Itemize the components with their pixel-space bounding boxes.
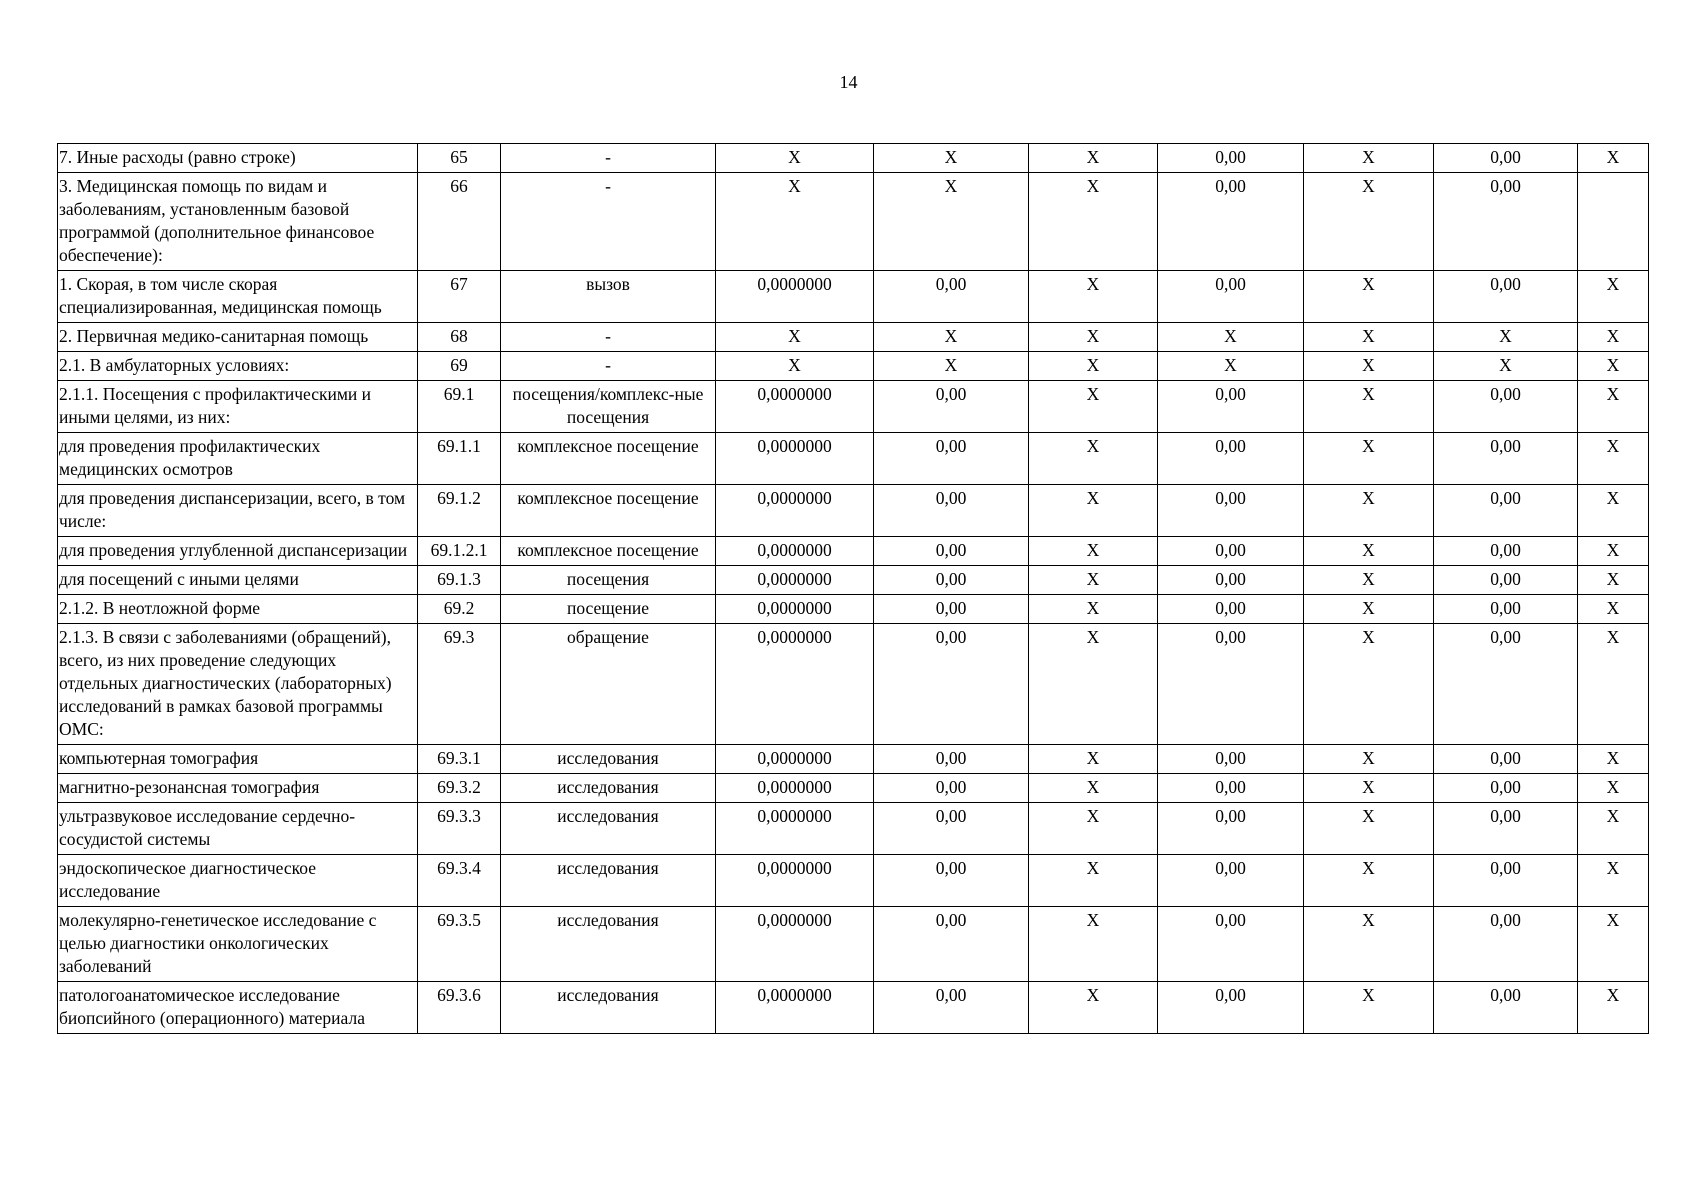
row-code: 69.3 xyxy=(418,624,501,745)
row-value: X xyxy=(1304,803,1434,855)
row-code: 69.1 xyxy=(418,381,501,433)
row-value: 0,0000000 xyxy=(716,624,874,745)
row-unit: исследования xyxy=(501,803,716,855)
row-value: 0,00 xyxy=(874,381,1029,433)
page-number: 14 xyxy=(839,72,858,92)
row-unit: - xyxy=(501,144,716,173)
row-value: X xyxy=(1304,352,1434,381)
row-value: X xyxy=(1304,855,1434,907)
row-value: X xyxy=(1158,352,1304,381)
row-value: 0,00 xyxy=(1434,803,1578,855)
row-value: 0,0000000 xyxy=(716,271,874,323)
row-value: 0,00 xyxy=(1158,271,1304,323)
row-value: X xyxy=(1578,485,1649,537)
row-value: 0,00 xyxy=(1158,595,1304,624)
row-value: 0,0000000 xyxy=(716,855,874,907)
row-unit: комплексное посещение xyxy=(501,485,716,537)
row-value: 0,00 xyxy=(1434,624,1578,745)
row-value: 0,00 xyxy=(1158,381,1304,433)
table-row xyxy=(58,803,1649,855)
row-value: 0,00 xyxy=(1158,566,1304,595)
row-value: 0,00 xyxy=(874,485,1029,537)
row-value: X xyxy=(1029,907,1158,982)
row-value: X xyxy=(1029,323,1158,352)
row-value: 0,00 xyxy=(1434,485,1578,537)
row-value: 0,00 xyxy=(874,537,1029,566)
row-name: 2.1.2. В неотложной форме xyxy=(58,595,418,624)
row-unit: исследования xyxy=(501,745,716,774)
row-value: 0,00 xyxy=(1434,566,1578,595)
row-name: магнитно-резонансная томография xyxy=(58,774,418,803)
row-value: 0,00 xyxy=(1434,144,1578,173)
row-value: 0,0000000 xyxy=(716,907,874,982)
row-value: X xyxy=(1304,323,1434,352)
table-row xyxy=(58,173,1649,271)
row-value: X xyxy=(874,144,1029,173)
row-value: X xyxy=(1029,774,1158,803)
row-value: 0,00 xyxy=(1434,907,1578,982)
row-unit: посещения/комплекс-ные посещения xyxy=(501,381,716,433)
row-value: X xyxy=(1029,537,1158,566)
row-name: патологоанатомическое исследование биопсийного (операционного) материала xyxy=(58,982,418,1034)
row-value: 0,00 xyxy=(1434,595,1578,624)
row-value: X xyxy=(874,323,1029,352)
row-code: 69.3.3 xyxy=(418,803,501,855)
row-code: 69.3.4 xyxy=(418,855,501,907)
table-row xyxy=(58,855,1649,907)
row-value: X xyxy=(1158,323,1304,352)
row-value: 0,00 xyxy=(1158,485,1304,537)
row-code: 69.1.2.1 xyxy=(418,537,501,566)
row-value: 0,00 xyxy=(1434,855,1578,907)
row-value: X xyxy=(1578,907,1649,982)
row-value: 0,00 xyxy=(1158,803,1304,855)
row-name: 3. Медицинская помощь по видам и заболеваниям, установленным базовой программой (дополнительное финансовое обеспечение): xyxy=(58,173,418,271)
table-row xyxy=(58,537,1649,566)
row-value: X xyxy=(1304,537,1434,566)
row-value xyxy=(1578,173,1649,271)
row-code: 69 xyxy=(418,352,501,381)
row-unit: обращение xyxy=(501,624,716,745)
row-code: 69.3.6 xyxy=(418,982,501,1034)
row-value: X xyxy=(1029,595,1158,624)
table-row xyxy=(58,907,1649,982)
row-name: 2.1. В амбулаторных условиях: xyxy=(58,352,418,381)
row-value: 0,0000000 xyxy=(716,745,874,774)
row-value: X xyxy=(1029,381,1158,433)
row-value: X xyxy=(1578,537,1649,566)
row-code: 69.2 xyxy=(418,595,501,624)
table-row xyxy=(58,323,1649,352)
row-name: для посещений с иными целями xyxy=(58,566,418,595)
row-value: X xyxy=(1578,323,1649,352)
table-row xyxy=(58,774,1649,803)
row-code: 69.1.1 xyxy=(418,433,501,485)
row-value: X xyxy=(716,173,874,271)
row-value: X xyxy=(1029,433,1158,485)
row-unit: исследования xyxy=(501,774,716,803)
row-value: X xyxy=(1029,144,1158,173)
row-value: X xyxy=(1304,271,1434,323)
row-value: 0,00 xyxy=(1158,433,1304,485)
row-value: 0,0000000 xyxy=(716,537,874,566)
row-value: X xyxy=(716,352,874,381)
row-value: X xyxy=(1578,271,1649,323)
row-value: 0,00 xyxy=(1158,144,1304,173)
row-value: 0,00 xyxy=(874,907,1029,982)
row-value: X xyxy=(874,173,1029,271)
row-value: X xyxy=(1578,745,1649,774)
row-value: 0,00 xyxy=(874,774,1029,803)
row-unit: посещение xyxy=(501,595,716,624)
row-value: X xyxy=(1029,271,1158,323)
row-name: компьютерная томография xyxy=(58,745,418,774)
row-value: 0,00 xyxy=(1158,745,1304,774)
row-value: X xyxy=(1578,624,1649,745)
table-row xyxy=(58,485,1649,537)
row-value: X xyxy=(1029,485,1158,537)
row-value: X xyxy=(1304,381,1434,433)
row-value: X xyxy=(1029,173,1158,271)
row-name: молекулярно-генетическое исследование с целью диагностики онкологических заболеваний xyxy=(58,907,418,982)
row-code: 65 xyxy=(418,144,501,173)
row-value: 0,0000000 xyxy=(716,381,874,433)
row-code: 69.1.3 xyxy=(418,566,501,595)
row-value: X xyxy=(1304,485,1434,537)
row-code: 69.3.1 xyxy=(418,745,501,774)
row-unit: вызов xyxy=(501,271,716,323)
row-value: X xyxy=(1304,982,1434,1034)
row-value: X xyxy=(1029,566,1158,595)
row-value: X xyxy=(1578,855,1649,907)
row-name: 1. Скорая, в том числе скорая специализированная, медицинская помощь xyxy=(58,271,418,323)
table-row xyxy=(58,595,1649,624)
table-row xyxy=(58,381,1649,433)
row-unit: комплексное посещение xyxy=(501,537,716,566)
table-row xyxy=(58,745,1649,774)
row-value: 0,00 xyxy=(874,595,1029,624)
table-row xyxy=(58,982,1649,1034)
row-value: X xyxy=(1304,595,1434,624)
row-value: 0,00 xyxy=(1434,774,1578,803)
row-value: 0,0000000 xyxy=(716,803,874,855)
row-value: X xyxy=(716,144,874,173)
row-value: X xyxy=(1029,745,1158,774)
row-name: 2. Первичная медико-санитарная помощь xyxy=(58,323,418,352)
row-value: X xyxy=(1434,352,1578,381)
row-unit: - xyxy=(501,323,716,352)
row-value: X xyxy=(1304,566,1434,595)
row-name: 2.1.1. Посещения с профилактическими и иными целями, из них: xyxy=(58,381,418,433)
table-row xyxy=(58,144,1649,173)
row-unit: исследования xyxy=(501,982,716,1034)
row-value: 0,00 xyxy=(874,745,1029,774)
row-value: 0,00 xyxy=(1434,982,1578,1034)
row-value: X xyxy=(1578,566,1649,595)
row-code: 68 xyxy=(418,323,501,352)
row-code: 66 xyxy=(418,173,501,271)
row-value: X xyxy=(1029,352,1158,381)
row-value: X xyxy=(1434,323,1578,352)
row-value: X xyxy=(1304,624,1434,745)
row-value: 0,00 xyxy=(1434,537,1578,566)
row-code: 69.1.2 xyxy=(418,485,501,537)
table-row xyxy=(58,271,1649,323)
row-value: 0,00 xyxy=(1158,624,1304,745)
row-name: для проведения профилактических медицинских осмотров xyxy=(58,433,418,485)
row-value: X xyxy=(1578,595,1649,624)
row-value: X xyxy=(1578,433,1649,485)
row-unit: - xyxy=(501,173,716,271)
row-value: 0,0000000 xyxy=(716,433,874,485)
row-value: X xyxy=(1578,144,1649,173)
row-value: X xyxy=(874,352,1029,381)
row-value: 0,00 xyxy=(874,271,1029,323)
row-value: X xyxy=(1578,352,1649,381)
row-code: 69.3.5 xyxy=(418,907,501,982)
row-value: 0,00 xyxy=(874,982,1029,1034)
row-value: X xyxy=(1304,774,1434,803)
row-value: 0,00 xyxy=(1158,537,1304,566)
row-value: 0,00 xyxy=(874,624,1029,745)
row-value: X xyxy=(1304,433,1434,485)
row-value: 0,00 xyxy=(1158,774,1304,803)
row-value: 0,0000000 xyxy=(716,485,874,537)
row-value: 0,00 xyxy=(1434,173,1578,271)
row-unit: комплексное посещение xyxy=(501,433,716,485)
row-value: 0,00 xyxy=(1434,271,1578,323)
row-value: 0,00 xyxy=(874,566,1029,595)
row-value: 0,0000000 xyxy=(716,566,874,595)
row-value: X xyxy=(1029,982,1158,1034)
row-value: X xyxy=(1304,144,1434,173)
row-value: 0,00 xyxy=(1158,173,1304,271)
row-value: 0,0000000 xyxy=(716,982,874,1034)
table-row xyxy=(58,352,1649,381)
row-value: 0,00 xyxy=(1434,433,1578,485)
row-value: 0,00 xyxy=(874,803,1029,855)
financing-table xyxy=(57,143,1649,1034)
table-row xyxy=(58,566,1649,595)
row-name: ультразвуковое исследование сердечно-сосудистой системы xyxy=(58,803,418,855)
row-code: 69.3.2 xyxy=(418,774,501,803)
row-name: для проведения диспансеризации, всего, в том числе: xyxy=(58,485,418,537)
row-value: X xyxy=(716,323,874,352)
row-value: 0,0000000 xyxy=(716,595,874,624)
row-value: 0,00 xyxy=(1434,381,1578,433)
row-value: X xyxy=(1304,173,1434,271)
row-value: X xyxy=(1304,745,1434,774)
row-name: 2.1.3. В связи с заболеваниями (обращений), всего, из них проведение следующих отдельных диагностических (лабораторных) исследований в рамках базовой программы ОМС: xyxy=(58,624,418,745)
table-row xyxy=(58,433,1649,485)
row-value: 0,00 xyxy=(874,855,1029,907)
row-name: для проведения углубленной диспансеризации xyxy=(58,537,418,566)
row-value: 0,00 xyxy=(1434,745,1578,774)
row-value: X xyxy=(1029,803,1158,855)
row-value: 0,00 xyxy=(1158,855,1304,907)
row-value: X xyxy=(1304,907,1434,982)
row-value: X xyxy=(1578,982,1649,1034)
row-value: 0,0000000 xyxy=(716,774,874,803)
row-value: X xyxy=(1029,855,1158,907)
row-value: X xyxy=(1578,381,1649,433)
table-row xyxy=(58,624,1649,745)
row-value: 0,00 xyxy=(1158,982,1304,1034)
row-value: 0,00 xyxy=(1158,907,1304,982)
row-value: X xyxy=(1578,774,1649,803)
row-code: 67 xyxy=(418,271,501,323)
row-name: 7. Иные расходы (равно строке) xyxy=(58,144,418,173)
row-unit: посещения xyxy=(501,566,716,595)
row-unit: - xyxy=(501,352,716,381)
row-name: эндоскопическое диагностическое исследование xyxy=(58,855,418,907)
row-unit: исследования xyxy=(501,855,716,907)
row-unit: исследования xyxy=(501,907,716,982)
row-value: X xyxy=(1029,624,1158,745)
row-value: X xyxy=(1578,803,1649,855)
row-value: 0,00 xyxy=(874,433,1029,485)
